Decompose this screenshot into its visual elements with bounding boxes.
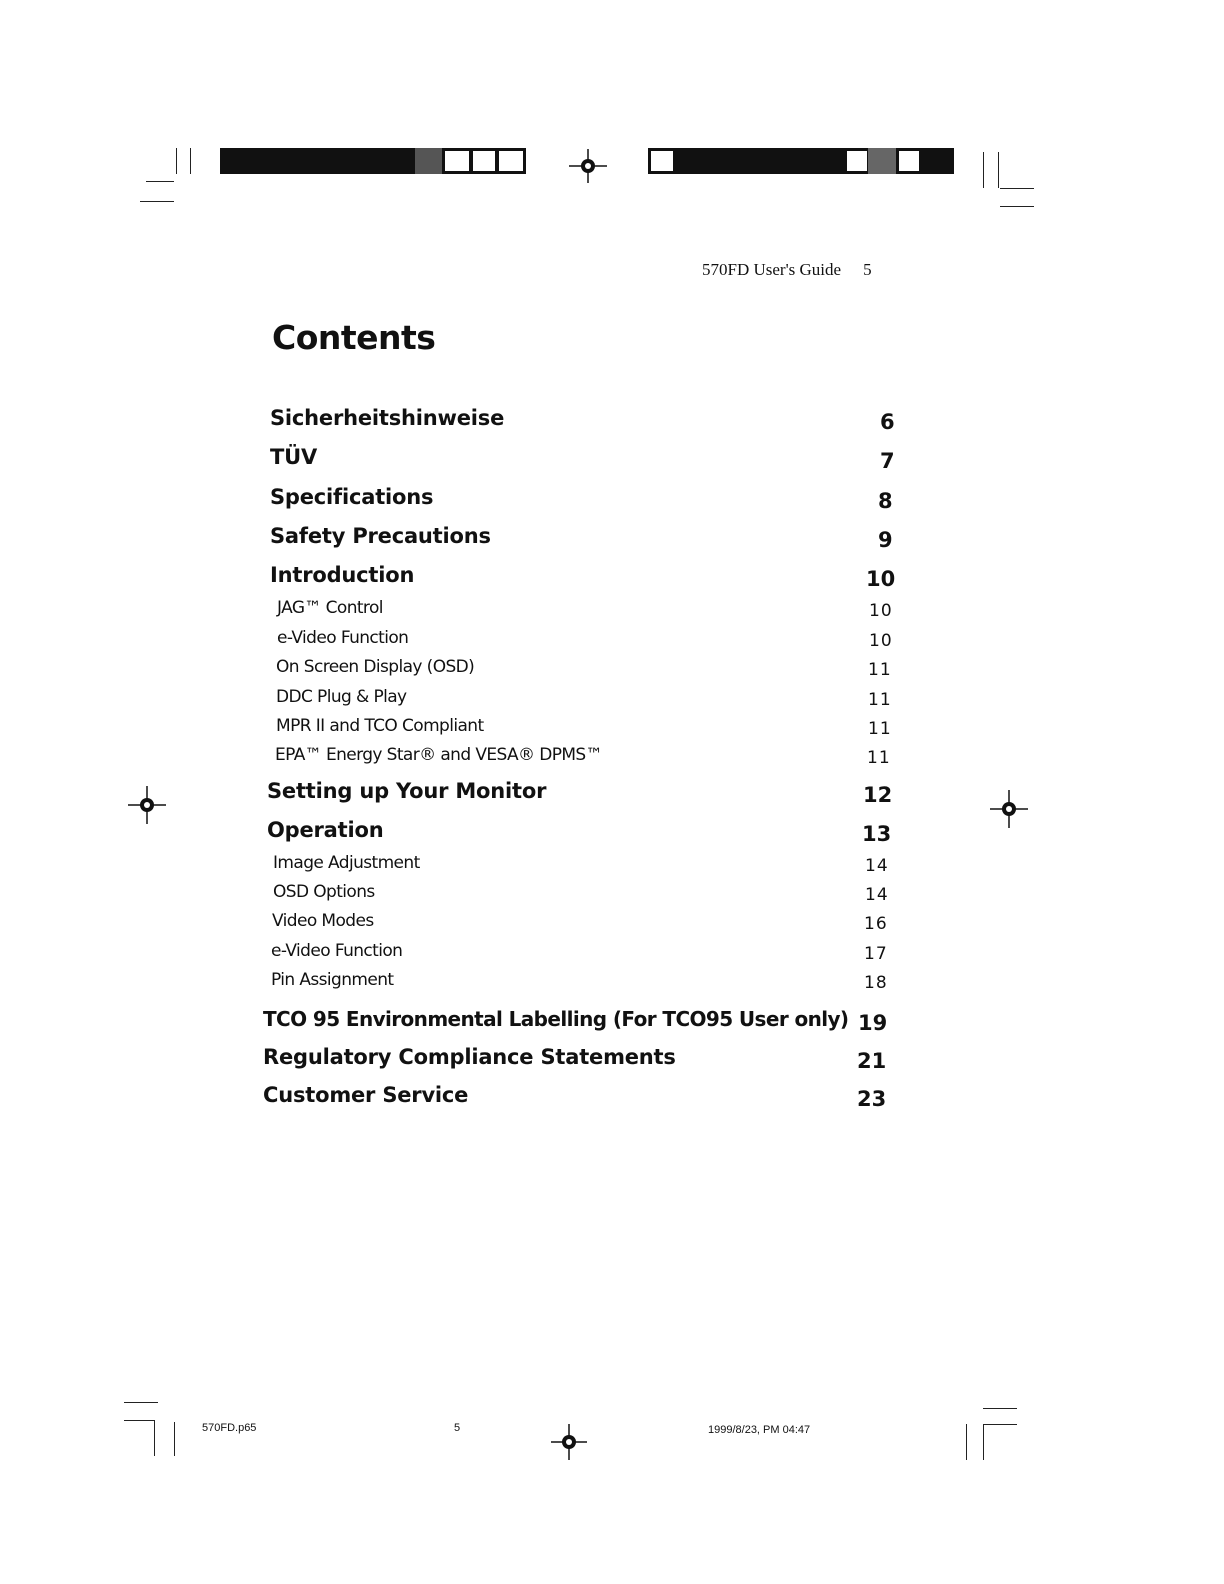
toc-entry[interactable]	[263, 1083, 903, 1111]
toc-subentry[interactable]	[272, 911, 892, 934]
toc-entry-page: 18	[864, 973, 888, 993]
registration-bar-left	[220, 148, 442, 174]
toc-entry[interactable]	[267, 779, 897, 807]
toc-entry-page: 12	[863, 783, 893, 807]
toc-entry-page: 13	[862, 822, 892, 846]
toc-entry-page: 11	[868, 690, 892, 710]
toc-subentry[interactable]	[271, 970, 891, 993]
running-header	[702, 260, 872, 280]
crosshair-icon	[551, 1424, 587, 1460]
toc-entry-label: e-Video Function	[277, 628, 409, 648]
toc-subentry[interactable]	[271, 941, 891, 964]
toc-entry[interactable]	[263, 1007, 903, 1035]
crosshair-icon	[128, 786, 166, 824]
toc-entry-page: 11	[867, 748, 891, 768]
toc-entry-label: Specifications	[270, 485, 434, 509]
toc-entry[interactable]	[270, 406, 895, 434]
toc-entry-page: 8	[878, 489, 893, 513]
toc-subentry[interactable]	[276, 716, 896, 739]
toc-entry-page: 16	[864, 914, 888, 934]
toc-entry-label: Operation	[267, 818, 384, 842]
toc-entry-label: TÜV	[270, 445, 318, 469]
toc-entry-page: 19	[858, 1011, 888, 1035]
bottom-print-marks	[0, 1380, 1224, 1500]
toc-entry-label: Image Adjustment	[273, 853, 420, 873]
toc-entry[interactable]	[270, 524, 895, 552]
toc-entry-label: On Screen Display (OSD)	[276, 657, 475, 677]
toc-entry[interactable]	[267, 818, 897, 846]
toc-entry-label: e-Video Function	[271, 941, 403, 961]
footer-page-number: 5	[454, 1422, 461, 1434]
toc-entry-page: 21	[857, 1049, 887, 1073]
toc-entry-page: 6	[880, 410, 895, 434]
toc-entry-page: 10	[869, 631, 893, 651]
toc-entry-page: 9	[878, 528, 893, 552]
toc-entry-label: DDC Plug & Play	[276, 687, 407, 707]
registration-bar-right	[676, 148, 846, 174]
toc-subentry[interactable]	[273, 853, 893, 876]
toc-entry-label: TCO 95 Environmental Labelling (For TCO95 User only)	[263, 1007, 849, 1031]
toc-entry[interactable]	[270, 563, 896, 591]
header-page-number: 5	[863, 260, 872, 279]
toc-entry-label: Sicherheitshinweise	[270, 406, 505, 430]
toc-entry-page: 7	[880, 449, 895, 473]
toc-entry-page: 14	[865, 885, 889, 905]
toc-entry-page: 10	[866, 567, 896, 591]
toc-subentry[interactable]	[276, 687, 896, 710]
toc-subentry[interactable]	[277, 628, 897, 651]
footer-timestamp: 1999/8/23, PM 04:47	[708, 1424, 811, 1436]
toc-entry[interactable]	[263, 1045, 903, 1073]
toc-entry-label: Regulatory Compliance Statements	[263, 1045, 676, 1069]
toc-entry-page: 11	[868, 660, 892, 680]
top-print-marks	[0, 0, 1224, 220]
toc-entry-label: Customer Service	[263, 1083, 469, 1107]
toc-entry-label: Pin Assignment	[271, 970, 394, 990]
toc-entry-label: MPR II and TCO Compliant	[276, 716, 484, 736]
toc-subentry[interactable]	[275, 745, 895, 768]
page-title: Contents	[272, 318, 436, 357]
footer-file-name: 570FD.p65	[202, 1422, 257, 1434]
toc-entry[interactable]	[270, 485, 895, 513]
toc-entry-label: JAG™ Control	[277, 598, 383, 618]
toc-entry-page: 23	[857, 1087, 887, 1111]
toc-entry-label: Video Modes	[272, 911, 374, 931]
toc-entry-label: Setting up Your Monitor	[267, 779, 547, 803]
toc-subentry[interactable]	[273, 882, 893, 905]
toc-entry-page: 11	[868, 719, 892, 739]
toc-entry-label: Safety Precautions	[270, 524, 491, 548]
guide-title: 570FD User's Guide	[702, 260, 842, 279]
crosshair-icon	[569, 149, 607, 183]
toc-subentry[interactable]	[277, 598, 897, 621]
toc-entry-label: OSD Options	[273, 882, 375, 902]
toc-entry-page: 14	[865, 856, 889, 876]
toc-entry-page: 17	[864, 944, 888, 964]
crosshair-icon	[990, 790, 1028, 828]
toc-entry[interactable]	[270, 445, 895, 473]
toc-subentry[interactable]	[276, 657, 896, 680]
toc-entry-page: 10	[869, 601, 893, 621]
toc-entry-label: Introduction	[270, 563, 415, 587]
toc-entry-label: EPA™ Energy Star® and VESA® DPMS™	[275, 745, 603, 765]
